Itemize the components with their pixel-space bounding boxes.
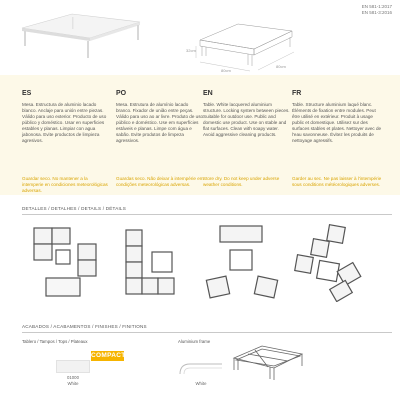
width-dimension: 80cm [276, 64, 286, 69]
care-warning: Garder au sec. Ne pas laisser à l'intempérie sous conditions météorologiques adverses. [292, 176, 382, 187]
language-description: Table. Structure aluminium laqué blanc. Éléments de fixation entre modules. Peut être utilisé en extérieur. Produit à usage public et domestique. Utilisez sur des surfaces stables et plates. Nettoyer avec de l'eau savonneuse. Évitez les produits de nettoyage agressifs. [292, 102, 382, 143]
tops-label: Tablero / Tampos / Tops / Plateaux [22, 339, 88, 344]
layout-diagram-3 [200, 222, 284, 302]
layout-diagram-2 [112, 222, 196, 302]
language-column-fr [292, 90, 384, 144]
tops-code: 01000 [67, 375, 79, 380]
finishes-divider [22, 332, 392, 333]
language-code: ES [22, 90, 32, 97]
frame-label: Aluminium frame [178, 339, 211, 344]
tops-color-name: White [67, 381, 79, 386]
language-description: Mesa. Estructura de aluminio lacado blanco. Anclaje para unión entre piezas. Válido para uso exterior. Producto de uso público y doméstico. Usar en superficies estables y planas. Limpiar con agua jabonosa. Evite productos de limpieza agresivos. [22, 102, 107, 143]
frame-profile-icon [176, 356, 226, 382]
norm-line: EN 581-3:2016 [361, 10, 392, 15]
tops-color-swatch [56, 360, 90, 373]
language-column-po [116, 90, 204, 144]
language-code: PO [116, 90, 127, 97]
details-section-title: DETALLES / DETALHES / DETAILS / DÉTAILS [22, 206, 126, 211]
language-column-es [22, 90, 110, 144]
norm-line: EN 581-1:2017 [361, 4, 392, 9]
details-divider [22, 214, 392, 215]
frame-color-name: White [195, 381, 207, 386]
language-description: Table. White lacquered aluminium structure. Locking system between pieces. Suitable for outdoor use. Public and domestic use product. Use on stable and flat surfaces. Clean with soapy water. Avoid aggressive cleaning products. [203, 102, 290, 137]
compact-badge: COMPACT [91, 352, 126, 359]
language-code: FR [292, 90, 302, 97]
height-dimension: 32cm [186, 48, 196, 53]
layout-diagram-4 [288, 222, 372, 302]
frame-structure-drawing [228, 340, 308, 384]
language-description: Mesa. Estrutura de alumínio lacado branco. Fixador de união entre peças. Válido para uso ao ar livre. Produto de uso público e doméstico. Use em superfícies estáveis e planas. Limpe com água e sabão. Evite produtos de limpeza agressivos. [116, 102, 204, 143]
language-column-en [203, 90, 291, 138]
layout-diagram-1 [22, 222, 106, 302]
care-warning: Guardas seco. Não deixar à intempérie em condições meteorológicas adversas. [116, 176, 204, 187]
depth-dimension: 80cm [221, 68, 231, 73]
care-warning: Store dry. Do not keep under adverse weather conditions. [203, 176, 280, 187]
table-perspective-image [22, 14, 140, 58]
hero-illustrations [0, 0, 400, 80]
care-warning: Guardar seco. No mantener a la intemperie en condiciones meteorológicas adversas. [22, 176, 108, 193]
finishes-section-title: ACABADOS / ACABAMENTOS / FINISHES / FINITIONS [22, 324, 147, 329]
language-code: EN [203, 90, 213, 97]
